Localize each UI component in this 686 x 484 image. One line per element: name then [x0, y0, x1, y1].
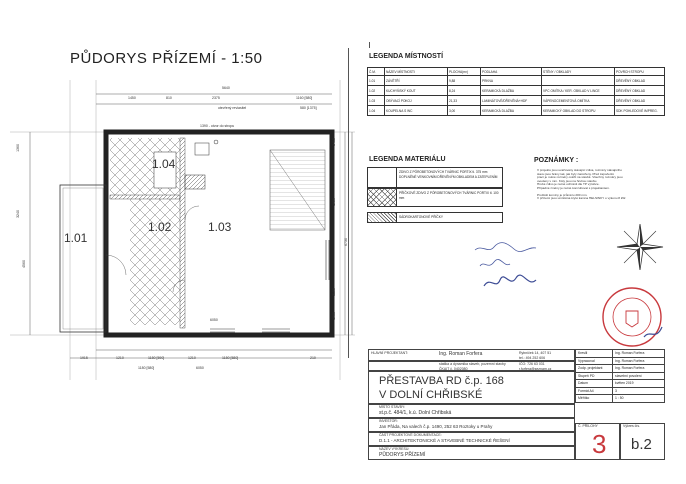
room-legend-heading: LEGENDA MÍSTNOSTÍ [369, 53, 444, 60]
cell: Stupeň PD [576, 372, 613, 380]
tb-designer-desc-row [368, 361, 575, 371]
place-label: MÍSTO STAVBY: [379, 405, 406, 409]
table-header-row [368, 68, 665, 76]
plan-note-opening: 1390 - otvor do stropu [200, 124, 235, 128]
table-row [368, 76, 665, 86]
swatch-diag [368, 213, 397, 222]
designer-desc: statika a dynamika staveb, pozemní stavby [439, 362, 506, 366]
note-line: Hrubé zdivo je nutné ochránit dle TP výrobce. [537, 182, 600, 187]
project-title-1: PŘESTAVBA RD č.p. 168 [379, 375, 504, 387]
tb-project-row [368, 371, 575, 404]
swatch-white [368, 168, 397, 187]
cell: KUCHYŇSKÝ KOUT [385, 86, 448, 96]
note-line: V přízemí jsou umístěna kryté kamna HELSINKY o výkonu 8 kW. [537, 196, 627, 201]
cell: Kreslil [576, 350, 613, 358]
cell: OBÝVACÍ POKOJ [385, 96, 448, 106]
place: st.p.č. 484/1, k.ú. Dolní Chřibská [379, 410, 452, 416]
cell: 1.04 [368, 106, 385, 116]
cell: Zodp. projektant [576, 365, 613, 373]
cell [542, 76, 615, 86]
cell: Formát A4 [576, 387, 613, 395]
dim-bottom-total: 6050 [210, 318, 218, 322]
cell: 3 [613, 387, 665, 395]
tb-sheet-cell [620, 423, 665, 460]
cell: 21,33 [448, 96, 481, 106]
cell: DŘEVĚNÝ OBKLAD [615, 86, 665, 96]
note-line: stavu jsou brány tak, jak byly zaměřeny. Před započetím [537, 171, 615, 176]
room-legend-table [367, 67, 665, 116]
phone: tel.: 494 252 606 [519, 356, 546, 360]
material-text: ZDIVO Z PÓROBETONOVÝCH TVÁRNIC PORTIX tl. 375 mm DOPLNĚNÉ VENKOVNÍM DŘEVĚNÝM OBKLADEM A ZATEPLENÍM [399, 170, 498, 179]
note-line: V projektu jsou uvažovány stávající zdiva, rozměry stávajícího [537, 168, 622, 172]
cell: 3,00 [448, 106, 481, 116]
cell: Datum [576, 380, 613, 388]
room-1-01-label: 1.01 [64, 231, 88, 245]
floor-plan [10, 80, 355, 380]
table-row [576, 372, 665, 380]
cell: KERAMICKÝ OBKLAD DO STROPU [542, 106, 615, 116]
tb-place-row [368, 404, 575, 418]
dim-right-3: 6730 [343, 238, 348, 246]
material-item-partition [367, 188, 503, 207]
attachment-number: 3 [592, 429, 607, 459]
note-line: uvedeny v mm. Kóty jsou na hrubou stavbu. [537, 178, 598, 183]
cell: 1.01 [368, 76, 385, 86]
table-row [576, 380, 665, 388]
table-row [576, 350, 665, 358]
ico: IČO: 726 63 031 [519, 362, 545, 366]
north-arrow-icon [615, 222, 665, 272]
sheet-label: Výkres čís. [623, 424, 641, 428]
tb-investor-row [368, 418, 575, 432]
cell: KERAMICKÁ DLAŽBA [481, 106, 542, 116]
investor-label: INVESTOR: [379, 419, 398, 423]
cell: VPC OMÍTKA / KER. OBKLAD V LINCE [542, 86, 615, 96]
material-text: SÁDROKARTONOVÉ PŘÍČKY [399, 215, 443, 219]
note-line: prací je nutné rozměry ověřit na stavbě. Všechny rozměry jsou [537, 175, 623, 180]
cell: 1 : 50 [613, 395, 665, 403]
cell: Ing. Roman Forfera [613, 350, 665, 358]
material-legend-heading: LEGENDA MATERIÁLU [369, 156, 446, 163]
col-header: PLOCHA(m²) [448, 68, 481, 76]
dim-top-3: 2375 [212, 96, 220, 100]
notes-heading: POZNÁMKY : [534, 157, 579, 164]
notes-body [537, 169, 659, 201]
material-item-drywall [367, 212, 503, 223]
number-label: Č. PŘÍLOHY [578, 424, 598, 428]
designer-label: HLAVNÍ PROJEKTANT: [371, 351, 408, 355]
cell: 1.03 [368, 96, 385, 106]
dim-top-2: 810 [166, 96, 172, 100]
dim-top-5: 580 [1375] [300, 106, 317, 110]
table-row [576, 387, 665, 395]
cell: DŘEVĚNÝ OBKLAD [615, 96, 665, 106]
material-item-exterior-wall [367, 167, 503, 188]
cell: 8,24 [448, 86, 481, 96]
tb-part-row [368, 432, 575, 446]
cell: 1.02 [368, 86, 385, 96]
cell: Měřítko [576, 395, 613, 403]
dim-right-5: 1960 [331, 312, 336, 320]
part: D.1.1 - ARCHITEKTONICKÉ A STAVEBNĚ TECHNICKÉ ŘEŠENÍ [379, 438, 510, 443]
cell: stavební povolení [613, 372, 665, 380]
cell: VÁPENOCEMENTOVÁ OMÍTKA [542, 96, 615, 106]
cell: PRKNA [481, 76, 542, 86]
cell: Ing. Roman Forfera [613, 357, 665, 365]
address: Rybníček 14, 407 51 [519, 351, 552, 355]
drawing-name: PŮDORYS PŘÍZEMÍ [379, 452, 426, 458]
tb-number-cell [575, 423, 620, 460]
frame-divider [348, 48, 349, 358]
drawing-label: NÁZEV VÝKRESU: [379, 447, 410, 451]
cell: ZÁVĚTŘÍ [385, 76, 448, 86]
cell: Ing. Roman Forfera [613, 365, 665, 373]
dim-right-2: 1950 [331, 198, 336, 206]
material-text: PŘÍČKOVÉ ZDIVO Z PÓROBETONOVÝCH TVÁRNIC PORTIX tl. 100 mm [399, 191, 499, 200]
dim-bottom-8: 6050 [196, 366, 204, 370]
cell: Vypracoval [576, 357, 613, 365]
part-label: ČÁST PROJEKTOVÉ DOKUMENTACE: [379, 433, 442, 437]
cell: 9,88 [448, 76, 481, 86]
dim-top-1: 1450 [128, 96, 136, 100]
table-row [368, 106, 665, 116]
cell: KOUPELNA S WC [385, 106, 448, 116]
dim-bottom-7: 1180 [580] [138, 366, 155, 370]
sheet-number: b.2 [631, 436, 652, 453]
col-header: PODLAHA [481, 68, 542, 76]
cell: DŘEVĚNÝ OBKLAD [615, 76, 665, 86]
table-row [576, 395, 665, 403]
note-line: Pročistit komíny je průměru 200 mm. [537, 192, 588, 197]
plan-note-reviser: otevřený reviasitel [218, 106, 247, 110]
dim-left-1: 1360 [15, 144, 20, 152]
tb-right-table [575, 349, 665, 403]
table-row [576, 357, 665, 365]
table-row [576, 365, 665, 373]
email: r.forfera@seznam.cz [519, 366, 552, 371]
tb-drawing-row [368, 446, 575, 460]
signatures-scribble [470, 238, 560, 298]
investor: Jan Přáda, Na valech č.p. 1490, 252 63 Roztoky u Prahy [379, 424, 493, 429]
table-row [368, 96, 665, 106]
designer-name: Ing. Roman Forfera [439, 351, 483, 357]
dim-bottom-1: 1915 [80, 356, 88, 360]
cell: květen 2019 [613, 380, 665, 388]
dim-bottom-6: 210 [310, 356, 316, 360]
room-1-02-label: 1.02 [148, 220, 172, 234]
dim-right-1: 3405 [331, 138, 336, 146]
dim-top-total: 5640 [222, 86, 230, 90]
dim-bottom-2: 1210 [116, 356, 124, 360]
col-header: STĚNY / OBKLADY [542, 68, 615, 76]
company-stamp [600, 285, 664, 349]
dim-left-2: 3240 [15, 210, 20, 218]
tb-designer-row [368, 349, 575, 361]
dim-top-4: 1160 [580] [296, 96, 313, 100]
swatch-cross [368, 189, 397, 206]
designer-cka: ČKAIT č. 0402080 [439, 366, 468, 371]
col-header: POVRCH STROPU [615, 68, 665, 76]
frame-tick [369, 42, 370, 48]
cell: KERAMICKÁ DLAŽBA [481, 86, 542, 96]
cell: SDK POHLEDOVÉ IMPREG. [615, 106, 665, 116]
note-line: Případné změny je nutné konzultovat s projektantem. [537, 185, 610, 190]
table-row [368, 86, 665, 96]
col-header: NÁZEV MÍSTNOSTI [385, 68, 448, 76]
project-title-2: V DOLNÍ CHŘIBSKÉ [379, 389, 483, 401]
dim-right-4: 3155 [331, 288, 336, 296]
dim-left-3: 4560 [21, 260, 26, 268]
dim-bottom-4: 1210 [188, 356, 196, 360]
room-1-03-label: 1.03 [208, 220, 232, 234]
col-header: Č.M. [368, 68, 385, 76]
dim-bottom-3: 1180 [590] [148, 356, 165, 360]
cell: LAMINÁTOVÉ/DŘEVĚNÁ+HDF [481, 96, 542, 106]
dim-bottom-5: 1180 [580] [222, 356, 239, 360]
room-1-04-label: 1.04 [152, 157, 176, 171]
drawing-title: PŮDORYS PŘÍZEMÍ - 1:50 [70, 50, 263, 67]
